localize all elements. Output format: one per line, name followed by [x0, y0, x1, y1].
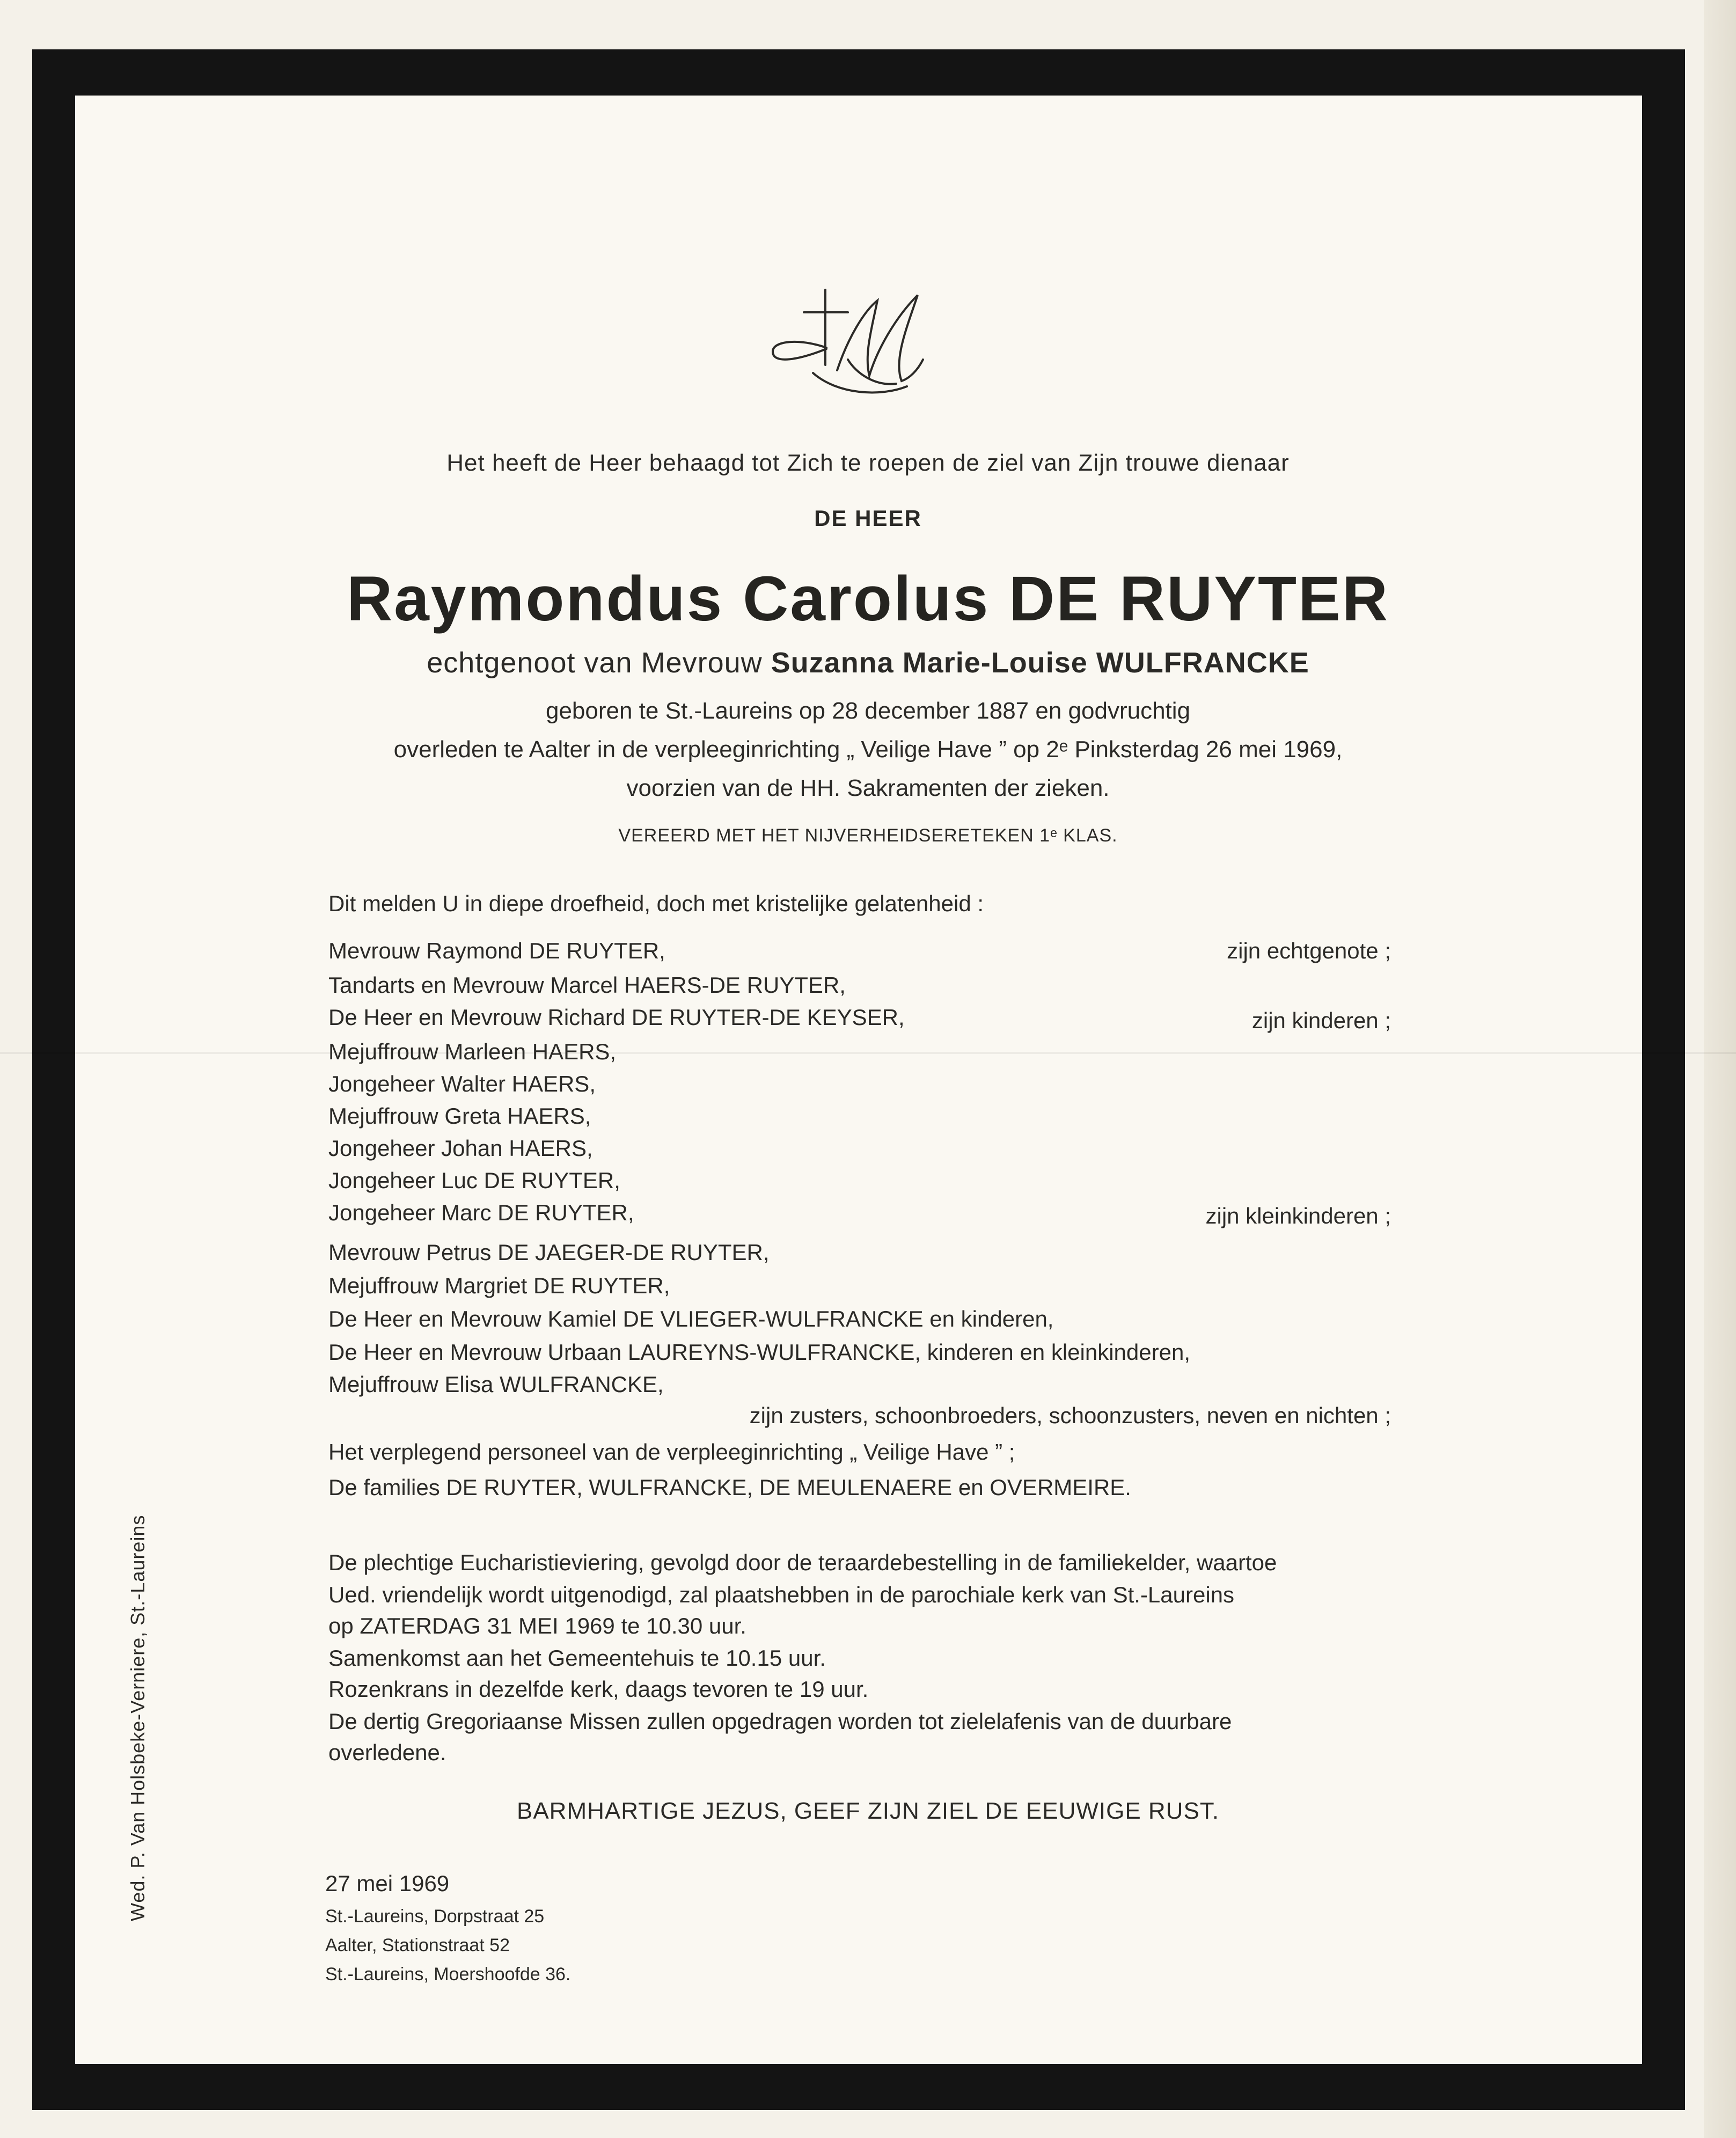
- spouse-line: [0, 646, 1736, 679]
- mourner-name: Jongeheer Luc DE RUYTER,: [328, 1168, 620, 1193]
- mourner-row: [328, 1240, 1391, 1265]
- mourner-name: De Heer en Mevrouw Richard DE RUYTER-DE KEYSER,: [328, 1005, 905, 1030]
- address-line: St.-Laureins, Moershoofde 36.: [325, 1964, 571, 1985]
- closing-prayer: BARMHARTIGE JEZUS, GEEF ZIJN ZIEL DE EEUWIGE RUST.: [516, 1798, 1220, 1824]
- mourner-relation: zijn kinderen ;: [1251, 1008, 1391, 1033]
- mourner-name: De Heer en Mevrouw Kamiel DE VLIEGER-WULFRANCKE en kinderen,: [328, 1306, 1054, 1331]
- address-line: St.-Laureins, Dorpstraat 25: [325, 1906, 545, 1927]
- mourner-row: [328, 1200, 1391, 1226]
- birth-line: geboren te St.-Laureins op 28 december 1887 en godvruchtig: [545, 698, 1191, 724]
- service-line: op ZATERDAG 31 MEI 1969 te 10.30 uur.: [328, 1613, 746, 1638]
- mourner-name: Mejuffrouw Margriet DE RUYTER,: [328, 1273, 670, 1298]
- mourner-name: Mevrouw Petrus DE JAEGER-DE RUYTER,: [328, 1240, 770, 1265]
- masses-line-end: overledene.: [328, 1740, 446, 1765]
- masses-line: De dertig Gregoriaanse Missen zullen opgedragen worden tot zielelafenis van de duurbare: [328, 1709, 1232, 1734]
- mourner-name: Jongeheer Walter HAERS,: [328, 1071, 596, 1096]
- mourner-name: Mevrouw Raymond DE RUYTER,: [328, 938, 665, 963]
- families-line: De families DE RUYTER, WULFRANCKE, DE MEULENAERE en OVERMEIRE.: [328, 1475, 1131, 1500]
- intro-text: Het heeft de Heer behaagd tot Zich te roepen de ziel van Zijn trouwe dienaar: [446, 450, 1290, 476]
- mourner-row: [328, 1039, 1391, 1065]
- mourner-row: [328, 1306, 1391, 1332]
- mourner-row: [328, 1071, 1391, 1097]
- title-de-heer: DE HEER: [814, 506, 922, 531]
- mourner-row: [328, 938, 1391, 964]
- mourner-name: Mejuffrouw Marleen HAERS,: [328, 1039, 617, 1064]
- death-line: overleden te Aalter in de verpleeginrichting „ Veilige Have ” op 2ᵉ Pinksterdag 26 mei 1969,: [393, 736, 1343, 763]
- cross-monogram-icon: [762, 279, 934, 408]
- mourner-row: [328, 1005, 1391, 1033]
- mourner-name: De Heer en Mevrouw Urbaan LAUREYNS-WULFRANCKE, kinderen en kleinkinderen,: [328, 1339, 1190, 1365]
- mourner-name: Tandarts en Mevrouw Marcel HAERS-DE RUYTER,: [328, 972, 846, 998]
- mourner-name: Jongeheer Johan HAERS,: [328, 1136, 593, 1161]
- mourner-row: [328, 1273, 1391, 1299]
- spouse-name: Suzanna Marie-Louise WULFRANCKE: [771, 647, 1309, 679]
- mourner-row: [328, 1339, 1391, 1365]
- rosary-line: Rozenkrans in dezelfde kerk, daags tevoren te 19 uur.: [328, 1676, 869, 1702]
- mourner-relation: zijn kleinkinderen ;: [1205, 1203, 1391, 1228]
- mourner-name: Mejuffrouw Greta HAERS,: [328, 1103, 591, 1129]
- mourner-row: [328, 1168, 1391, 1194]
- mourner-row: [328, 972, 1391, 998]
- sacraments-line: voorzien van de HH. Sakramenten der zieken.: [626, 775, 1110, 801]
- mourner-row: [328, 1372, 1391, 1397]
- card-date: 27 mei 1969: [325, 1871, 450, 1896]
- printer-credit: Wed. P. Van Holsbeke-Verniere, St.-Laureins: [127, 1514, 149, 1921]
- spouse-prefix: echtgenoot van Mevrouw: [427, 647, 763, 679]
- siblings-relation: zijn zusters, schoonbroeders, schoonzusters, neven en nichten ;: [749, 1403, 1391, 1428]
- gathering-line: Samenkomst aan het Gemeentehuis te 10.15 uur.: [328, 1645, 826, 1671]
- service-line: Ued. vriendelijk wordt uitgenodigd, zal plaatshebben in de parochiale kerk van St.-Laureins: [328, 1582, 1235, 1607]
- deceased-name: Raymondus Carolus DE RUYTER: [346, 563, 1390, 634]
- address-line: Aalter, Stationstraat 52: [325, 1935, 510, 1956]
- honor-line: VEREERD MET HET NIJVERHEIDSERETEKEN 1ᵉ KLAS.: [618, 825, 1118, 846]
- mourner-row: [328, 1103, 1391, 1129]
- mourner-name: Jongeheer Marc DE RUYTER,: [328, 1200, 634, 1225]
- mourner-row: [328, 1136, 1391, 1161]
- mourner-relation: zijn echtgenote ;: [1227, 938, 1391, 963]
- mourners-intro: Dit melden U in diepe droefheid, doch met kristelijke gelatenheid :: [328, 891, 984, 916]
- mourner-name: Mejuffrouw Elisa WULFRANCKE,: [328, 1372, 664, 1397]
- staff-line: Het verplegend personeel van de verpleeginrichting „ Veilige Have ” ;: [328, 1439, 1015, 1465]
- service-line: De plechtige Eucharistieviering, gevolgd door de teraardebestelling in de familiekelder, waartoe: [328, 1550, 1277, 1575]
